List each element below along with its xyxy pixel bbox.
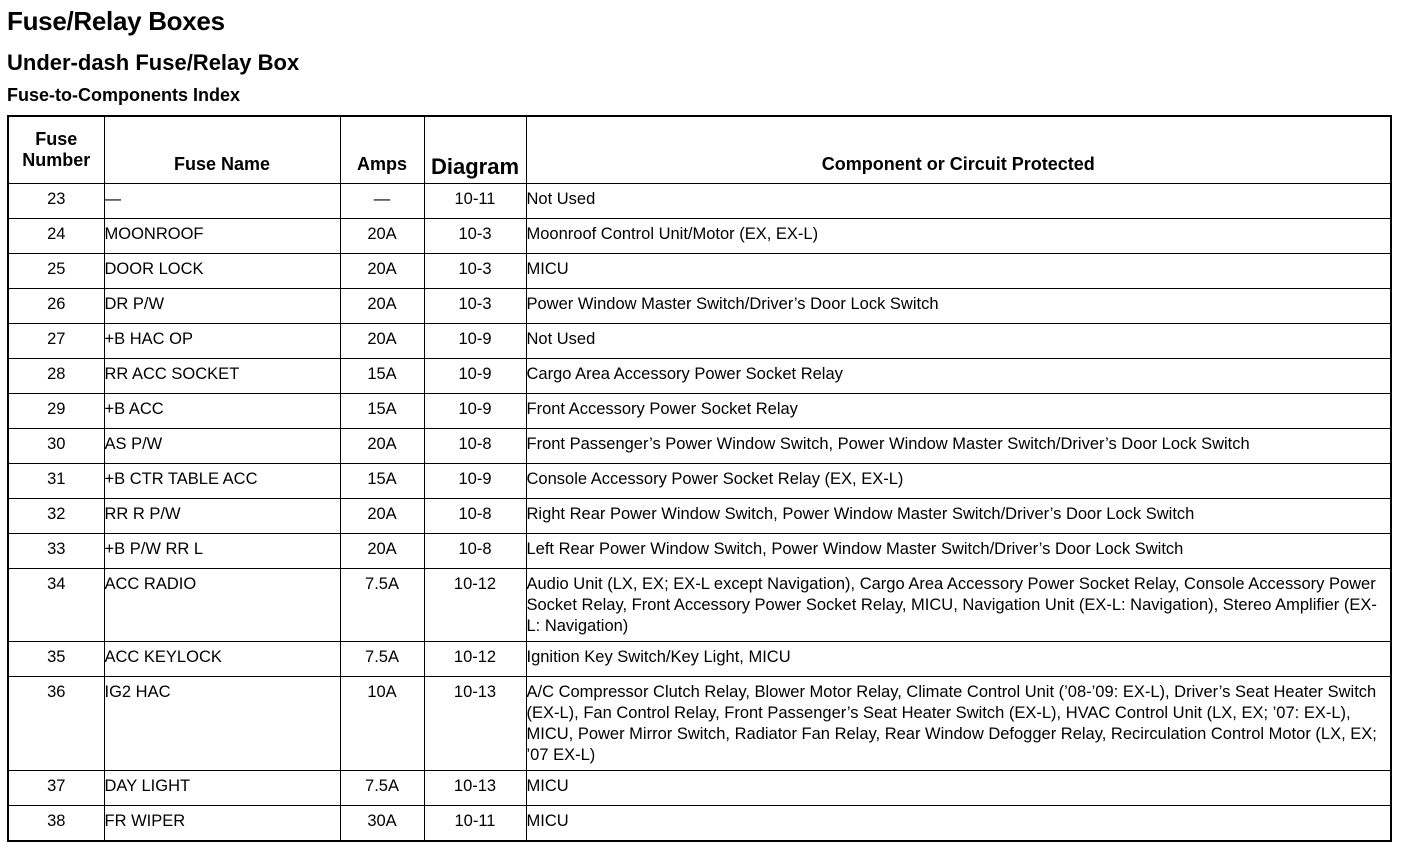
fuse-name-cell: +B CTR TABLE ACC: [104, 464, 340, 499]
fuse-number-cell: 24: [8, 219, 104, 254]
component-cell: Console Accessory Power Socket Relay (EX, EX-L): [526, 464, 1391, 499]
table-row: [8, 569, 1391, 642]
diagram-cell: 10-12: [424, 642, 526, 677]
fuse-number-cell: 36: [8, 677, 104, 771]
fuse-name-cell: +B ACC: [104, 394, 340, 429]
column-header-amps: Amps: [340, 116, 424, 184]
fuse-name-cell: FR WIPER: [104, 806, 340, 841]
diagram-cell: 10-3: [424, 289, 526, 324]
fuse-name-cell: RR R P/W: [104, 499, 340, 534]
fuse-name-cell: ACC RADIO: [104, 569, 340, 642]
component-cell: MICU: [526, 771, 1391, 806]
index-title: Fuse-to-Components Index: [7, 85, 240, 105]
amps-cell: 10A: [340, 677, 424, 771]
component-cell: Cargo Area Accessory Power Socket Relay: [526, 359, 1391, 394]
diagram-cell: 10-11: [424, 806, 526, 841]
component-cell: Ignition Key Switch/Key Light, MICU: [526, 642, 1391, 677]
amps-cell: 15A: [340, 359, 424, 394]
amps-cell: 15A: [340, 464, 424, 499]
diagram-cell: 10-11: [424, 184, 526, 219]
fuse-number-cell: 32: [8, 499, 104, 534]
diagram-cell: 10-8: [424, 499, 526, 534]
component-cell: MICU: [526, 254, 1391, 289]
diagram-cell: 10-12: [424, 569, 526, 642]
amps-cell: 7.5A: [340, 771, 424, 806]
fuse-name-cell: +B P/W RR L: [104, 534, 340, 569]
amps-cell: 20A: [340, 254, 424, 289]
column-header-fuse-name: Fuse Name: [104, 116, 340, 184]
fuse-number-cell: 35: [8, 642, 104, 677]
component-cell: Right Rear Power Window Switch, Power Window Master Switch/Driver’s Door Lock Switch: [526, 499, 1391, 534]
fuse-components-table: [7, 115, 1392, 842]
fuse-name-cell: AS P/W: [104, 429, 340, 464]
diagram-cell: 10-8: [424, 534, 526, 569]
column-header-fuse-number-line2: Number: [22, 150, 91, 170]
fuse-number-cell: 38: [8, 806, 104, 841]
table-row: [8, 806, 1391, 841]
section-title: Under-dash Fuse/Relay Box: [7, 50, 300, 75]
table-row: [8, 254, 1391, 289]
table-row: [8, 464, 1391, 499]
table-row: [8, 642, 1391, 677]
amps-cell: 20A: [340, 219, 424, 254]
table-row: [8, 219, 1391, 254]
fuse-number-cell: 33: [8, 534, 104, 569]
table-row: [8, 184, 1391, 219]
table-row: [8, 324, 1391, 359]
amps-cell: 7.5A: [340, 569, 424, 642]
table-row: [8, 359, 1391, 394]
table-row: [8, 394, 1391, 429]
amps-cell: 20A: [340, 499, 424, 534]
diagram-cell: 10-8: [424, 429, 526, 464]
column-header-fuse-number: [8, 116, 104, 184]
diagram-cell: 10-13: [424, 771, 526, 806]
amps-cell: 20A: [340, 324, 424, 359]
amps-cell: 20A: [340, 289, 424, 324]
amps-cell: 30A: [340, 806, 424, 841]
table-row: [8, 534, 1391, 569]
table-row: [8, 499, 1391, 534]
diagram-cell: 10-9: [424, 324, 526, 359]
fuse-number-cell: 25: [8, 254, 104, 289]
fuse-name-cell: ACC KEYLOCK: [104, 642, 340, 677]
fuse-number-cell: 29: [8, 394, 104, 429]
component-cell: Left Rear Power Window Switch, Power Window Master Switch/Driver’s Door Lock Switch: [526, 534, 1391, 569]
fuse-number-cell: 27: [8, 324, 104, 359]
component-cell: Front Passenger’s Power Window Switch, Power Window Master Switch/Driver’s Door Lock Switch: [526, 429, 1391, 464]
fuse-number-cell: 31: [8, 464, 104, 499]
amps-cell: 15A: [340, 394, 424, 429]
component-cell: Front Accessory Power Socket Relay: [526, 394, 1391, 429]
fuse-number-cell: 37: [8, 771, 104, 806]
fuse-name-cell: DOOR LOCK: [104, 254, 340, 289]
column-header-component: Component or Circuit Protected: [526, 116, 1391, 184]
amps-cell: —: [340, 184, 424, 219]
component-cell: Power Window Master Switch/Driver’s Door Lock Switch: [526, 289, 1391, 324]
fuse-name-cell: —: [104, 184, 340, 219]
component-cell: A/C Compressor Clutch Relay, Blower Motor Relay, Climate Control Unit (’08-’09: EX-L), Driver’s Seat Heater Switch (EX-L), Fan Control Relay, Front Passenger’s Seat Heater Switch (EX-L), HVAC Control Unit (LX, EX; ’07: EX-L), MICU, Power Mirror Switch, Radiator Fan Relay, Rear Window Defogger Relay, Recirculation Control Motor (LX, EX; ’07 EX-L): [526, 677, 1391, 771]
diagram-cell: 10-13: [424, 677, 526, 771]
diagram-cell: 10-9: [424, 394, 526, 429]
table-row: [8, 289, 1391, 324]
fuse-name-cell: MOONROOF: [104, 219, 340, 254]
amps-cell: 20A: [340, 429, 424, 464]
fuse-name-cell: +B HAC OP: [104, 324, 340, 359]
component-cell: MICU: [526, 806, 1391, 841]
diagram-cell: 10-3: [424, 219, 526, 254]
component-cell: Not Used: [526, 324, 1391, 359]
amps-cell: 20A: [340, 534, 424, 569]
fuse-name-cell: IG2 HAC: [104, 677, 340, 771]
fuse-name-cell: DR P/W: [104, 289, 340, 324]
component-cell: Moonroof Control Unit/Motor (EX, EX-L): [526, 219, 1391, 254]
table-header-row: [8, 116, 1391, 184]
column-header-fuse-number-line1: Fuse: [35, 129, 78, 149]
fuse-number-cell: 28: [8, 359, 104, 394]
fuse-name-cell: DAY LIGHT: [104, 771, 340, 806]
page-title: Fuse/Relay Boxes: [7, 6, 225, 36]
table-row: [8, 771, 1391, 806]
table-row: [8, 677, 1391, 771]
component-cell: Audio Unit (LX, EX; EX-L except Navigation), Cargo Area Accessory Power Socket Relay, Console Accessory Power Socket Relay, Front Accessory Power Socket Relay, MICU, Navigation Unit (EX-L: Navigation), Stereo Amplifier (EX-L: Navigation): [526, 569, 1391, 642]
diagram-cell: 10-9: [424, 359, 526, 394]
fuse-number-cell: 26: [8, 289, 104, 324]
component-cell: Not Used: [526, 184, 1391, 219]
amps-cell: 7.5A: [340, 642, 424, 677]
column-header-diagram: Diagram: [424, 116, 526, 184]
table-row: [8, 429, 1391, 464]
fuse-number-cell: 30: [8, 429, 104, 464]
fuse-name-cell: RR ACC SOCKET: [104, 359, 340, 394]
fuse-number-cell: 34: [8, 569, 104, 642]
fuse-number-cell: 23: [8, 184, 104, 219]
diagram-cell: 10-9: [424, 464, 526, 499]
diagram-cell: 10-3: [424, 254, 526, 289]
